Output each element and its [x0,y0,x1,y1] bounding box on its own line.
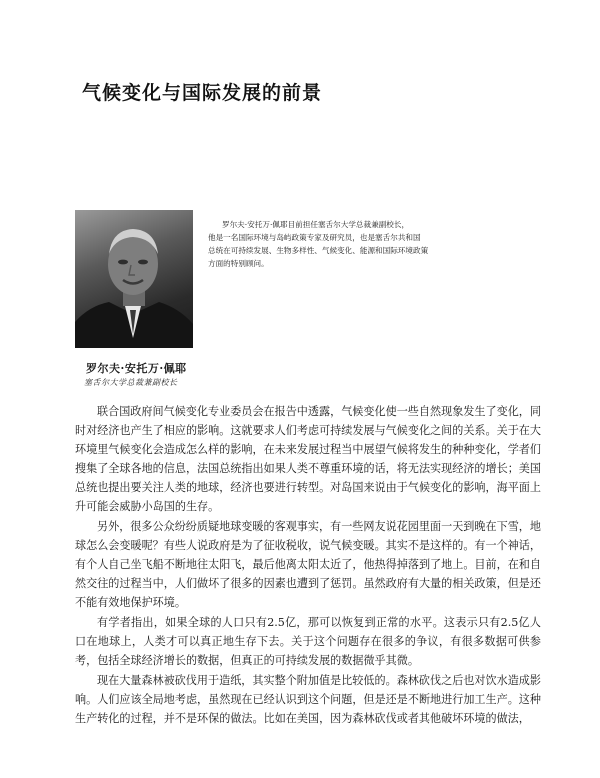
portrait-image [75,210,193,348]
article-body [75,402,541,729]
bio-line: 方面的特别顾问。 [208,259,269,268]
bio-line: 罗尔夫·安托万·佩耶目前担任塞舌尔大学总裁兼副校长， [222,220,410,229]
article-title: 气候变化与国际发展的前景 [82,82,323,104]
body-paragraph: 现在大量森林被砍伐用于造纸，其实整个附加值是比较低的。森林砍伐之后也对饮水造成影响。人们应该全局地考虑，虽然现在已经认识到这个问题，但是还是不断地进行加工生产。这种生产转化的过程，并不是环保的做法。比如在美国，因为森林砍伐或者其他破坏环境的做法， [75,674,541,725]
author-role: 塞舌尔大学总裁兼副校长 [84,378,178,387]
body-paragraph: 另外，很多公众纷纷质疑地球变暖的客观事实，有一些网友说花园里面一天到晚在下雪，地球怎么会变暖呢？有些人说政府是为了征收税收，说气候变暖。其实不是这样的。有一个神话，有个人自己坐飞船不断地往太阳飞，最后他离太阳太近了，他热得掉落到了地上。目前，在和自然交往的过程当中，人们做坏了很多的因素也遭到了惩罚。虽然政府有大量的相关政策，但是还不能有效地保护环境。 [75,520,541,609]
author-bio [208,218,438,270]
body-paragraph: 有学者指出，如果全球的人口只有2.5亿，那可以恢复到正常的水平。这表示只有2.5亿人口在地球上，人类才可以真正地生存下去。关于这个问题存在很多的争议，有很多数据可供参考，包括全球经济增长的数据，但真正的可持续发展的数据微乎其微。 [75,616,541,667]
author-name: 罗尔夫·安托万·佩耶 [86,362,187,375]
bio-line: 他是一名国际环境与岛屿政策专家及研究员，也是塞舌尔共和国 [208,233,421,242]
bio-line: 总统在可持续发展、生物多样性、气候变化、能源和国际环境政策 [208,246,429,255]
body-paragraph: 联合国政府间气候变化专业委员会在报告中透露，气候变化使一些自然现象发生了变化，同时对经济也产生了相应的影响。这就要求人们考虑可持续发展与气候变化之间的关系。关于在大环境里气候变化会造成怎么样的影响，在未来发展过程当中展望气候将发生的种种变化，学者们搜集了全球各地的信息，法国总统指出如果人类不尊重环境的话，将无法实现经济的增长；美国总统也提出要关注人类的地球，经济也要进行转型。对岛国来说由于气候变化的影响，海平面上升可能会威胁小岛国的生存。 [75,405,541,513]
author-photo [75,210,193,348]
